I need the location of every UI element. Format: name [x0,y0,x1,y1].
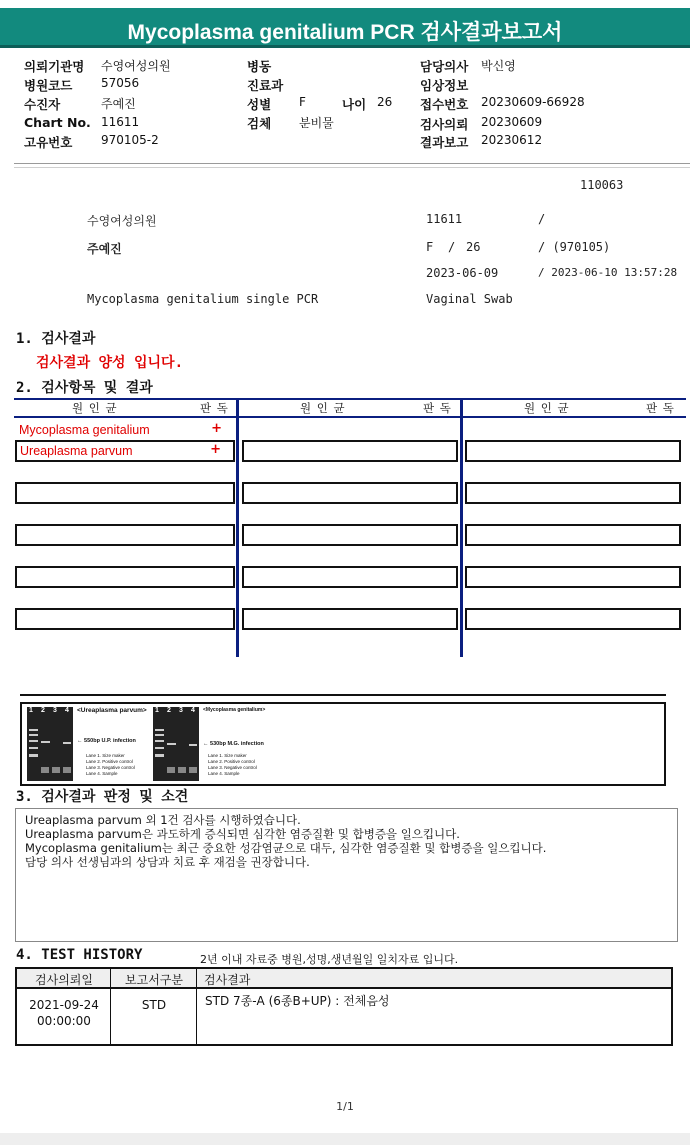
section-1-title: 1. 검사결과 [16,331,96,347]
print-chart: 11611 [426,212,463,226]
page-footer-bar [0,1133,690,1145]
header-divider [14,167,690,168]
print-slash: / [538,212,546,226]
result-cell [16,420,234,442]
result-summary: 검사결과 양성 입니다. [36,355,184,371]
header-value: 분비물 [299,116,334,130]
col-header-pathogen: 원 인 균 [300,401,346,415]
result-cell [15,608,235,630]
result-cell [15,482,235,504]
header-label: 병동 [247,59,272,74]
gel-lane-label: 2 [41,707,45,714]
history-time: 00:00:00 [37,1014,91,1028]
col-header-judge: 판 독 [423,401,452,415]
section-2-title: 2. 검사항목 및 결과 [16,380,153,396]
opinion-box [15,808,678,942]
gel-legend-line: Lane 1. Size maker [86,753,125,758]
header-label: 수진자 [24,97,61,112]
history-type: STD [141,998,167,1012]
print-date-received: 2023-06-09 [426,266,499,280]
gel-lane-label: 4 [191,707,195,714]
header-label: 임상정보 [420,78,469,93]
header-value: 57056 [101,76,140,90]
result-cell [465,440,681,462]
gel-lane-label: 2 [167,707,171,714]
gel-right-band-label: ← 530bp M.G. infection [203,741,264,747]
judge-mark: + [211,421,222,436]
print-hospital: 수영여성의원 [87,214,157,228]
header-value: 20230609 [481,115,543,129]
print-slash: / [448,240,456,254]
history-result: STD 7종-A (6종B+UP) : 전체음성 [205,994,390,1008]
header-label: 나이 [342,97,367,112]
print-test: Mycoplasma genitalium single PCR [87,292,319,306]
history-col-header: 보고서구분 [125,973,183,987]
print-date-reported: / 2023-06-10 13:57:28 [538,266,678,279]
header-value: 수영여성의원 [101,59,171,73]
gel-electrophoresis-image [20,702,666,786]
col-header-pathogen: 원 인 균 [524,401,570,415]
gel-legend-line: Lane 4. Sample [208,771,240,776]
col-header-judge: 판 독 [646,401,675,415]
section-3-title: 3. 검사결과 판정 및 소견 [16,789,189,805]
header-divider [14,163,690,164]
column-divider [460,400,463,657]
header-label: 병원코드 [24,78,73,93]
col-header-judge: 판 독 [200,401,229,415]
opinion-line: Ureaplasma parvum은 과도하게 증식되면 심각한 염증질환 및 합병증을 일으킵니다. [25,827,460,841]
result-cell [465,566,681,588]
header-value: 11611 [101,115,140,129]
gel-lane-label: 3 [179,707,183,714]
print-sex: F [426,240,434,254]
header-label: 접수번호 [420,97,469,112]
header-label: 고유번호 [24,135,73,150]
gel-left-image [27,707,73,781]
gel-lane-label: 1 [29,707,33,714]
judge-mark: + [210,442,221,457]
result-cell [15,524,235,546]
result-cell [15,440,235,462]
header-label: 진료과 [247,78,284,93]
gel-lane-label: 3 [53,707,57,714]
header-label: 검체 [247,116,272,131]
print-code: 110063 [580,178,624,192]
result-cell [15,566,235,588]
report-title-bar [0,8,690,48]
opinion-line: Mycoplasma genitalium는 최근 중요한 성감염균으로 대두, 심각한 염증질환 및 합병증을 일으킵니다. [25,841,547,855]
section-4-title: 4. TEST HISTORY [16,947,143,963]
table-header-rule [14,416,686,418]
header-value: 주예진 [101,97,136,111]
history-table [15,967,673,1046]
header-label: 성별 [247,97,272,112]
pathogen-name: Ureaplasma parvum [20,444,133,458]
history-note: 2년 이내 자료중 병원,성명,생년월일 일치자료 입니다. [200,953,459,966]
header-value: 박신영 [481,59,516,73]
header-value: 20230612 [481,133,543,147]
header-label: 담당의사 [420,59,469,74]
gel-lane-label: 1 [155,707,159,714]
pathogen-name: Mycoplasma genitalium [19,423,150,437]
report-title: Mycoplasma genitalium PCR 검사결과보고서 [127,21,563,44]
gel-legend-line: Lane 3. Negative control [208,765,257,770]
result-cell [242,482,458,504]
header-value: 26 [377,95,393,109]
result-cell [242,524,458,546]
gel-left-title: <Ureaplasma parvum> [77,707,147,714]
result-cell [242,440,458,462]
history-date: 2021-09-24 [29,998,99,1012]
print-patient: 주예진 [87,242,122,256]
history-col-header: 검사결과 [204,973,251,987]
opinion-line: 담당 의사 선생님과의 상담과 치료 후 재검을 권장합니다. [25,855,310,869]
page-number: 1/1 [336,1100,354,1113]
gel-left-band-label: ← 550bp U.P. infection [77,738,136,744]
result-cell [465,482,681,504]
header-label: 결과보고 [420,135,469,150]
header-value: F [299,95,306,109]
header-label: 의뢰기관명 [24,59,85,74]
header-value: 970105-2 [101,133,159,147]
gel-right-title: <Mycoplasma genitalium> [203,707,266,713]
header-value: 20230609-66928 [481,95,585,109]
header-label: 검사의뢰 [420,117,469,132]
history-header-row [17,969,671,989]
history-col-header: 검사의뢰일 [35,973,93,987]
result-cell [242,566,458,588]
print-specimen: Vaginal Swab [426,292,513,306]
column-divider [236,400,239,657]
gel-legend-line: Lane 2. Positive control [208,759,255,764]
col-header-pathogen: 원 인 균 [72,401,118,415]
print-age: 26 [466,240,481,254]
gel-lane-label: 4 [65,707,69,714]
gel-legend-line: Lane 4. Sample [86,771,118,776]
gel-legend-line: Lane 3. Negative control [86,765,135,770]
result-cell [465,524,681,546]
header-label: Chart No. [24,115,91,130]
result-cell [242,608,458,630]
gel-legend-line: Lane 1. Size maker [208,753,247,758]
print-regno: / (970105) [538,240,611,254]
result-cell [465,608,681,630]
gel-top-rule [20,694,666,696]
gel-right-image [153,707,199,781]
opinion-line: Ureaplasma parvum 외 1건 검사를 시행하였습니다. [25,813,301,827]
gel-legend-line: Lane 2. Positive control [86,759,133,764]
